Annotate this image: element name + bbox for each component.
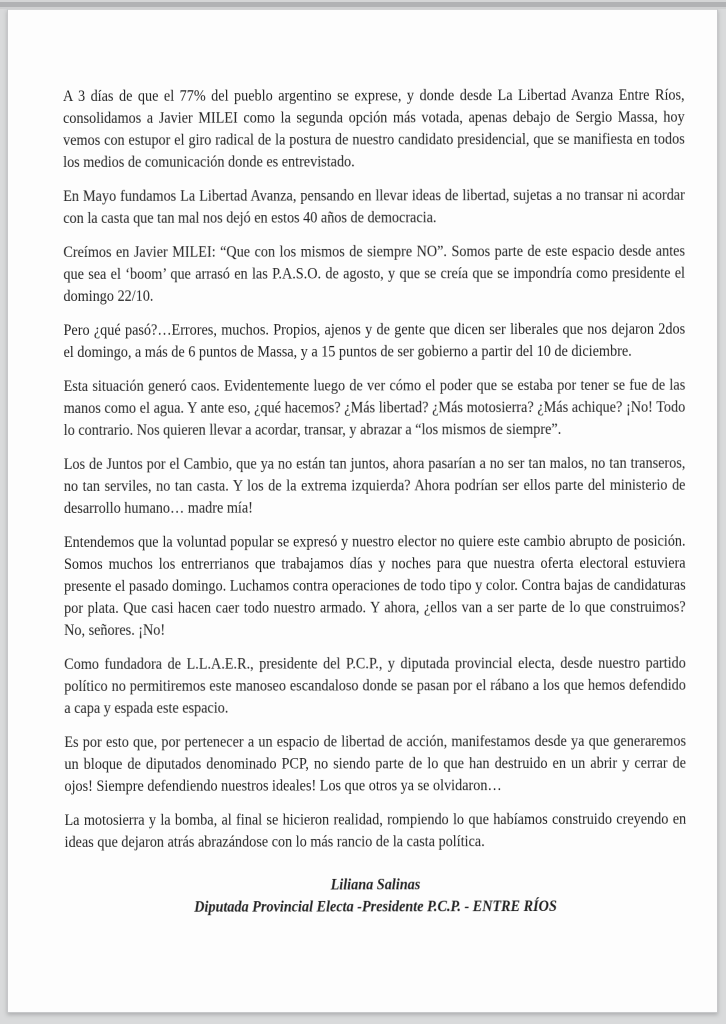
paragraph-1: A 3 días de que el 77% del pueblo argentino se exprese, y donde desde La Libertad Avanza Entre Ríos, consolidamos a Javier MILEI como la segunda opción más votada, apenas debajo de Sergio Massa, hoy vemos con estupor el giro radical de la postura de nuestro candidato presidencial, que se manifiesta en todos los medios de comunicación donde es entrevistado.	[63, 86, 685, 171]
signature-block	[65, 874, 687, 919]
photo-top-edge	[0, 0, 726, 9]
paragraph-2: En Mayo fundamos La Libertad Avanza, pensando en llevar ideas de libertad, sujetas a no transar ni acordar con la casta que tan mal nos dejó en estos 40 años de democracia.	[63, 186, 685, 227]
paragraph-4: Pero ¿qué pasó?…Errores, muchos. Propios, ajenos y de gente que dicen ser liberales que nos dejaron 2dos el domingo, a más de 6 puntos de Massa, y a 15 puntos de ser gobierno a partir del 10 de diciembre.	[63, 320, 686, 361]
paragraph-3: Creímos en Javier MILEI: “Que con los mismos de siempre NO”. Somos parte de este espacio desde antes que sea el ‘boom’ que arrasó en las P.A.S.O. de agosto, y que se creía que se impondría como presidente el domingo 22/10.	[63, 242, 686, 305]
paragraph-10: La motosierra y la bomba, al final se hicieron realidad, rompiendo lo que habíamos construido creyendo en ideas que dejaron atrás abrazándose con lo más rancio de la casta política.	[64, 810, 687, 851]
document-text	[63, 85, 686, 919]
paragraph-8: Como fundadora de L.L.A.E.R., presidente del P.C.P., y diputada provincial electa, desde nuestro partido político no permitiremos este manoseo escandaloso donde se pasan por el rábano a los que hemos defendido a capa y espada este espacio.	[64, 654, 686, 717]
paragraph-6: Los de Juntos por el Cambio, que ya no están tan juntos, ahora pasarían a no ser tan malos, no tan transeros, no tan serviles, no tan casta. Y los de la extrema izquierda? Ahora podrían ser ellos parte del ministerio de desarrollo humano… madre mía!	[63, 454, 686, 517]
document-page	[7, 9, 718, 1013]
paragraph-7: Entendemos que la voluntad popular se expresó y nuestro elector no quiere este cambio abrupto de posición. Somos muchos los entrerrianos que trabajamos días y noches para que nuestra oferta electoral estuviera presente el pasado domingo. Luchamos contra operaciones de todo tipo y color. Contra bajas de candidaturas por plata. Que casi hacen caer todo nuestro armado. Y ahora, ¿ellos van a ser parte de lo que construimos? No, señores. ¡No!	[63, 532, 686, 639]
signature-title: Diputada Provincial Electa -Presidente P.C.P. - ENTRE RÍOS	[194, 897, 557, 916]
signature-name: Liliana Salinas	[330, 876, 421, 894]
paragraph-5: Esta situación generó caos. Evidentemente luego de ver cómo el poder que se estaba por tener se fue de las manos como el agua. Y ante eso, ¿qué hacemos? ¿Más libertad? ¿Más motosierra? ¿Más achique? ¡No! Todo lo contrario. Nos quieren llevar a acordar, transar, y abrazar a “los mismos de siempre”.	[63, 376, 686, 439]
paragraph-9: Es por esto que, por pertenecer a un espacio de libertad de acción, manifestamos desde ya que generaremos un bloque de diputados denominado PCP, no siendo parte de lo que han destruido en un abrir y cerrar de ojos! Siempre defendiendo nuestros ideales! Los que otros ya se olvidaron…	[64, 732, 687, 795]
